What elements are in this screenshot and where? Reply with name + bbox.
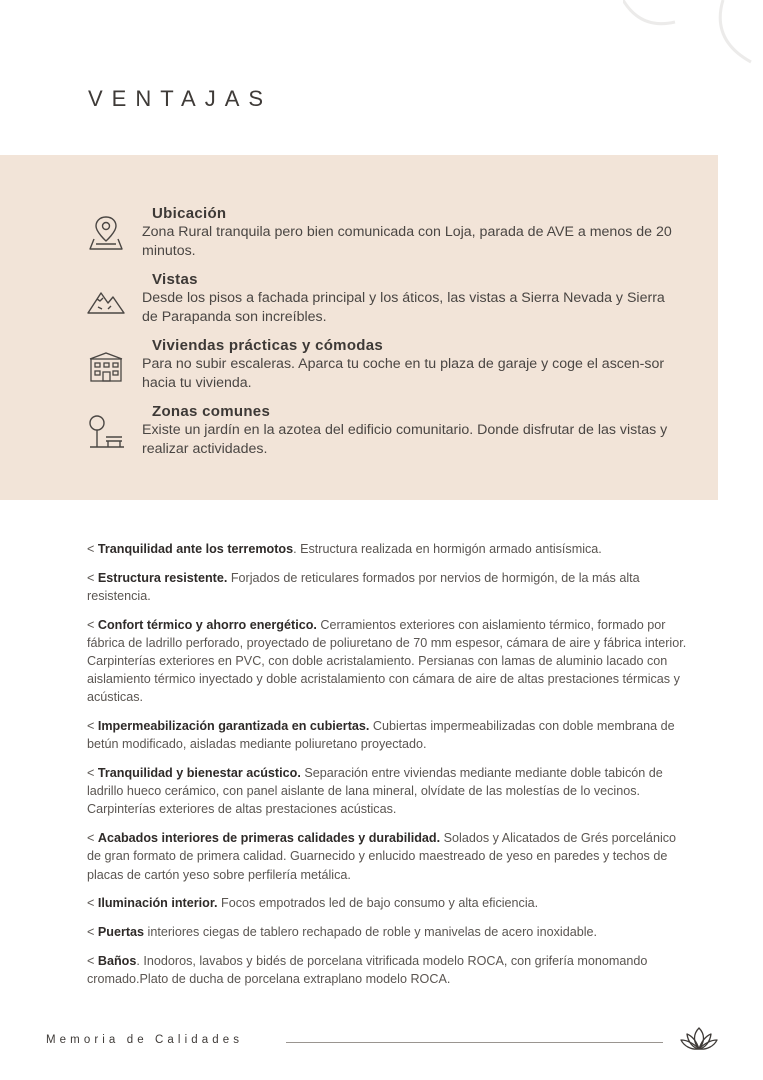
- item-text: Focos empotrados led de bajo consumo y alta eficiencia.: [217, 896, 539, 911]
- lotus-icon: [679, 1024, 719, 1052]
- feature-description: Existe un jardín en la azotea del edificio comunitario. Donde disfrutar de las vistas y realizar actividades.: [142, 422, 668, 457]
- advantages-list: [87, 540, 687, 999]
- item-title: Puertas: [97, 924, 145, 939]
- feature-title: Viviendas prácticas y cómodas: [152, 337, 384, 354]
- mountains-icon: [86, 279, 126, 319]
- list-marker: <: [87, 617, 95, 632]
- list-item: [87, 616, 687, 707]
- item-text: Cerramientos exteriores con aislamiento térmico, formado por fábrica de ladrillo perforado, proyectado de poliuretano de 70 mm espesor, cámara de aire y fábrica interior. Carpinterías exteriores en PVC, con doble acristalamiento. Persianas con lamas de aluminio lacado con aislamiento térmico inyectado y doble acristalamiento con cámara de aire de altas prestaciones térmicas y acústicas.: [87, 617, 687, 705]
- list-item: [87, 540, 687, 558]
- item-title: Tranquilidad y bienestar acústico.: [97, 766, 301, 781]
- features-panel: [0, 155, 718, 500]
- page-title: VENTAJAS: [88, 86, 273, 111]
- item-text: Separación entre viviendas mediante mediante doble tabicón de ladrillo hueco cerámico, con panel aislante de lana mineral, olvídate de las molestías de lo vecinos. Carpinterías exteriores de altas prestaciones acústicas.: [87, 766, 663, 817]
- park-bench-icon: [86, 411, 126, 451]
- item-title: Tranquilidad ante los terremotos: [97, 542, 294, 556]
- footer-label: Memoria de Calidades: [46, 1034, 244, 1046]
- list-marker: <: [87, 766, 95, 781]
- item-title: Estructura resistente.: [97, 570, 228, 585]
- item-title: Impermeabilización garantizada en cubiertas.: [97, 719, 370, 734]
- list-marker: <: [87, 896, 95, 911]
- item-title: Iluminación interior.: [97, 896, 218, 911]
- footer-divider: [286, 1042, 663, 1043]
- location-map-icon: [86, 213, 126, 253]
- item-text: Forjados de reticulares formados por nervios de hormigón, de la más alta resistencia.: [87, 570, 640, 603]
- feature-description: Zona Rural tranquila pero bien comunicada con Loja, parada de AVE a menos de 20 minutos.: [142, 224, 672, 259]
- item-title: Confort térmico y ahorro energético.: [97, 617, 317, 632]
- list-marker: <: [87, 570, 95, 585]
- list-item: [87, 764, 687, 819]
- item-text: . Estructura realizada en hormigón armado antisísmica.: [293, 542, 602, 556]
- item-text: Solados y Alicatados de Grés porcelánico de gran formato de primera calidad. Guarnecido y enlucido maestreado de yeso en paredes y techos de placas de cartón yeso sobre perfilería metálica.: [87, 831, 677, 882]
- list-item: [87, 894, 687, 912]
- list-marker: <: [87, 542, 95, 556]
- item-text: interiores ciegas de tablero rechapado de roble y manivelas de acero inoxidable.: [144, 924, 598, 939]
- feature-description: Para no subir escaleras. Aparca tu coche en tu plaza de garaje y coge el ascen-sor hacia tu vivienda.: [142, 356, 665, 391]
- item-text: Cubiertas impermeabilizadas con doble membrana de betún modificado, aisladas mediante poliuretano proyectado.: [87, 719, 675, 752]
- list-item: [87, 717, 687, 753]
- list-item: [87, 829, 687, 884]
- list-marker: <: [87, 953, 95, 968]
- item-title: Baños: [97, 953, 137, 968]
- item-title: Acabados interiores de primeras calidades y durabilidad.: [97, 831, 441, 846]
- list-marker: <: [87, 831, 95, 846]
- list-item: [87, 569, 687, 605]
- building-icon: [86, 345, 126, 385]
- feature-description: Desde los pisos a fachada principal y los áticos, las vistas a Sierra Nevada y Sierra de Parapanda son increíbles.: [142, 290, 665, 325]
- corner-decoration: [623, 0, 763, 80]
- item-text: . Inodoros, lavabos y bidés de porcelana vitrificada modelo ROCA, con grifería monomando cromado.Plato de ducha de porcelana extraplano modelo ROCA.: [87, 953, 648, 986]
- list-item: [87, 952, 687, 988]
- feature-title: Zonas comunes: [152, 403, 271, 420]
- list-marker: <: [87, 924, 95, 939]
- list-item: [87, 923, 687, 941]
- feature-title: Vistas: [152, 271, 198, 288]
- feature-title: Ubicación: [152, 205, 227, 222]
- list-marker: <: [87, 719, 95, 734]
